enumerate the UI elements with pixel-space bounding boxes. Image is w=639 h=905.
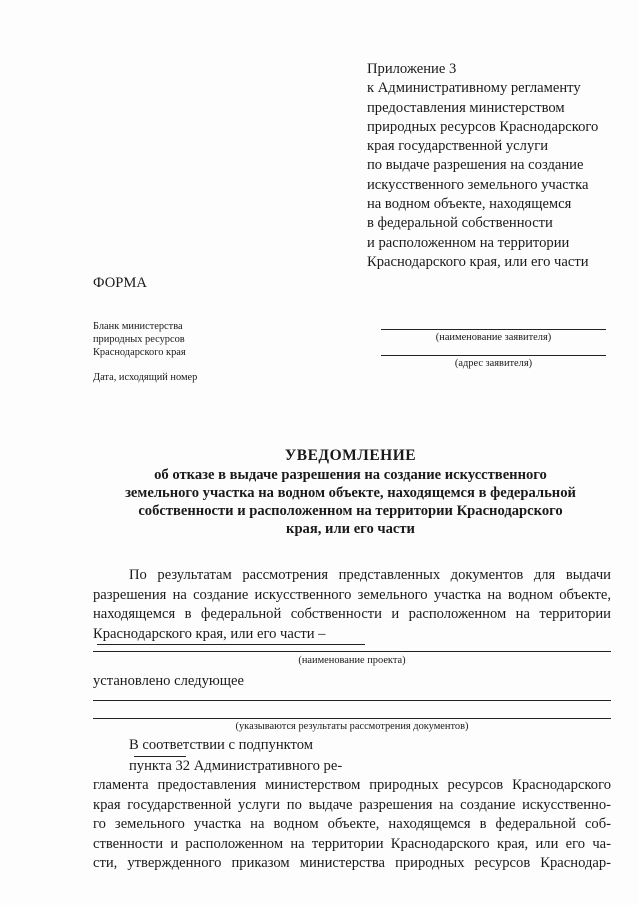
- notice-subtitle-line: об отказе в выдаче разрешения на создание искусственного: [154, 467, 547, 483]
- paragraph-line-last: [93, 625, 611, 646]
- paragraph-2: [93, 736, 611, 874]
- appendix-line: к Административному регламенту: [367, 80, 581, 97]
- issuer-block: [93, 320, 186, 359]
- paragraph-line: находящемся в федеральной собственности и расположенном на территории: [93, 606, 611, 622]
- appendix-line: искусственного земельного участка: [367, 176, 589, 193]
- paragraph-line: ственности и расположенном на территории Краснодарского края, или его ча-: [93, 835, 611, 852]
- paragraph-text: Краснодарского края, или его части –: [93, 625, 326, 642]
- date-number-label: Дата, исходящий номер: [93, 372, 198, 383]
- project-name-line: [93, 651, 611, 652]
- paragraph-line: разрешения на создание искусственного земельного участка на водном объекте,: [93, 586, 611, 603]
- notice-subtitle-line: собственности и расположенном на территории Краснодарского: [138, 503, 563, 519]
- issuer-line: Краснодарского края: [93, 347, 186, 358]
- issuer-line: Бланк министерства: [93, 321, 183, 332]
- applicant-address-caption: (адрес заявителя): [454, 358, 533, 369]
- appendix-line: по выдаче разрешения на создание: [367, 157, 584, 174]
- appendix-line: Приложение 3: [367, 61, 457, 77]
- appendix-header: [367, 60, 629, 272]
- notice-title: УВЕДОМЛЕНИЕ: [284, 447, 417, 464]
- results-caption: (указываются результаты рассмотрения документов): [235, 721, 469, 732]
- applicant-name-caption: (наименование заявителя): [435, 332, 552, 343]
- applicant-address-line: [381, 355, 606, 356]
- paragraph-line-first: [93, 736, 611, 776]
- paragraph-line: сти, утвержденного приказом министерства природных ресурсов Краснодар-: [93, 855, 611, 871]
- established-text: установлено следующее: [93, 673, 244, 689]
- applicant-name-line: [381, 329, 606, 330]
- form-label: ФОРМА: [93, 275, 147, 291]
- appendix-line: края государственной услуги: [367, 138, 549, 155]
- subclause-blank[interactable]: [134, 756, 186, 757]
- paragraph-line: По результатам рассмотрения представленных документов для выдачи: [129, 567, 611, 583]
- project-name-blank[interactable]: [97, 644, 365, 645]
- appendix-line: предоставления министерством: [367, 99, 565, 116]
- appendix-line: природных ресурсов Краснодарского: [367, 118, 599, 135]
- notice-subtitle-line: края, или его части: [286, 521, 415, 537]
- appendix-line: Краснодарского края, или его части: [367, 253, 589, 270]
- appendix-line: на водном объекте, находящемся: [367, 196, 572, 213]
- notice-subtitle-line: земельного участка на водном объекте, находящемся в федеральной: [125, 485, 576, 501]
- paragraph-line: гламента предоставления министерством природных ресурсов Краснодарского: [93, 777, 611, 793]
- paragraph-1: [93, 566, 611, 645]
- appendix-line: в федеральной собственности: [367, 215, 553, 232]
- results-line-2: [93, 718, 611, 719]
- notice-title-block: [90, 447, 611, 538]
- paragraph-line: края государственной услуги по выдаче разрешения на создание искусственно-: [93, 796, 611, 813]
- issuer-line: природных ресурсов: [93, 334, 185, 345]
- paragraph-text: пункта 32 Административного ре-: [129, 757, 343, 774]
- project-name-caption: (наименование проекта): [298, 655, 406, 666]
- results-line-1: [93, 700, 611, 701]
- paragraph-line: го земельного участка на водном объекте, находящемся в федеральной соб-: [93, 816, 611, 832]
- paragraph-text: В соответствии с подпунктом: [129, 737, 313, 753]
- appendix-line: и расположенном на территории: [367, 234, 570, 251]
